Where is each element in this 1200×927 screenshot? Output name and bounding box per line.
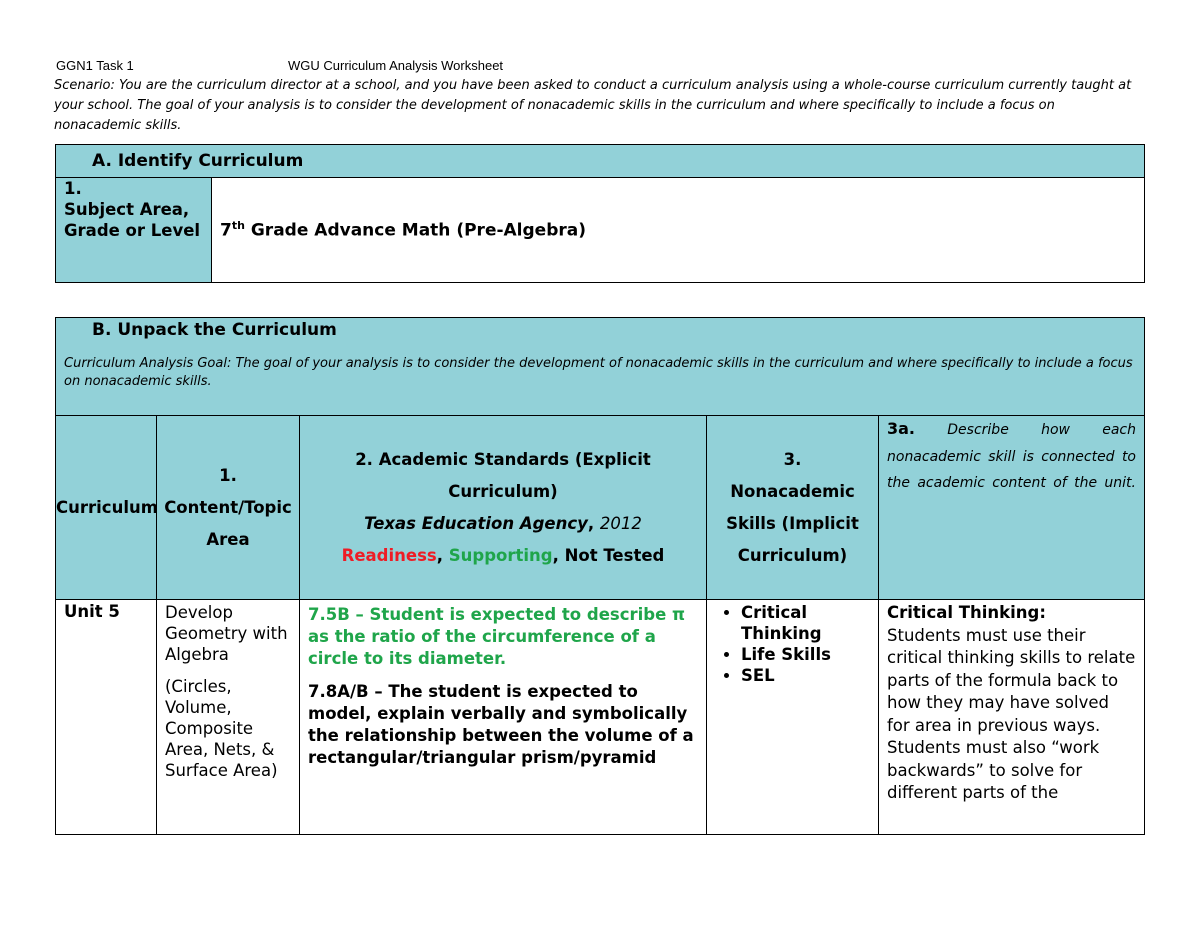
standards-source: Texas Education Agency: [364, 513, 588, 533]
subject-area-text: Subject Area, Grade or Level: [64, 200, 201, 240]
col-header-content-number: 1.: [219, 465, 237, 485]
grade-course: Grade Advance Math (Pre-Algebra): [244, 220, 586, 241]
subject-area-value: [212, 178, 1145, 283]
table-row: [56, 600, 1145, 835]
col-header-content: [157, 416, 300, 600]
desc-header-lead: 3a.: [887, 419, 916, 438]
col-header-skills-text: Nonacademic Skills (Implicit Curriculum): [726, 481, 859, 565]
content-detail: (Circles, Volume, Composite Area, Nets, & Surface Area): [165, 677, 278, 780]
unpack-curriculum-table: [55, 317, 1145, 835]
grade-number: 7: [220, 220, 232, 241]
section-b-header: [56, 318, 1145, 416]
description-cell: [879, 600, 1145, 835]
skills-list: [707, 602, 878, 686]
standards-title: 2. Academic Standards (Explicit Curriculum): [355, 449, 651, 501]
identify-curriculum-table: [55, 144, 1145, 283]
standards-source-line: Texas Education Agency, 2012: [364, 513, 642, 533]
section-b-title: B. Unpack the Curriculum: [92, 320, 337, 340]
standard-7-5b: 7.5B – Student is expected to describe π as the ratio of the circumference of a circle to its diameter.: [308, 605, 686, 668]
col-header-content-text: Content/Topic Area: [164, 497, 292, 549]
description-heading: Critical Thinking:: [887, 603, 1046, 622]
col-header-curriculum-text: Curriculum: [56, 498, 158, 517]
doc-header-task: GGN1 Task 1: [56, 58, 134, 73]
subject-area-label: [56, 178, 212, 283]
standards-year: 2012: [599, 513, 642, 533]
list-item: • Life Skills: [741, 644, 878, 665]
col-header-skills: [707, 416, 879, 600]
col-header-standards: [300, 416, 707, 600]
subject-area-number: 1.: [64, 179, 82, 198]
description-body: Students must use their critical thinking skills to relate parts of the formula back to how they may have solved for area in previous ways. Students must also “work backwards” to solve for different parts of the: [887, 625, 1136, 802]
list-item: • Critical Thinking: [741, 602, 878, 644]
standards-cell: [300, 600, 707, 835]
scenario-text: Scenario: You are the curriculum director at a school, and you have been asked to conduct a curriculum analysis using a whole-course curriculum currently taught at your school. The goal of your analysis is to consider the development of nonacademic skills in the curriculum and where specifically to include a focus on nonacademic skills.: [54, 78, 1132, 133]
desc-header-text: Describe how each nonacademic skill is connected to the academic content of the unit.: [887, 422, 1136, 491]
standards-legend: Readiness, Supporting, Not Tested: [341, 545, 665, 565]
section-a-title: A. Identify Curriculum: [56, 145, 1145, 178]
content-cell: [157, 600, 300, 835]
content-topic: Develop Geometry with Algebra: [165, 603, 288, 664]
col-header-curriculum: [56, 416, 157, 600]
col-header-description: [879, 416, 1145, 600]
legend-readiness: Readiness: [341, 545, 437, 565]
list-item: • SEL: [741, 665, 878, 686]
legend-not-tested: Not Tested: [564, 545, 665, 565]
standard-7-8ab: 7.8A/B – The student is expected to model, explain verbally and symbolically the relationship between the volume of a rectangular/triangular prism/pyramid: [308, 682, 694, 767]
doc-header-title: WGU Curriculum Analysis Worksheet: [288, 58, 504, 73]
unit-cell: Unit 5: [56, 600, 157, 835]
grade-suffix: th: [231, 219, 245, 233]
analysis-goal-text: Curriculum Analysis Goal: The goal of your analysis is to consider the development of nonacademic skills in the curriculum and where specifically to include a focus on nonacademic skills.: [64, 356, 1133, 389]
legend-supporting: Supporting: [448, 545, 553, 565]
col-header-skills-number: 3.: [783, 449, 802, 469]
skills-cell: [707, 600, 879, 835]
